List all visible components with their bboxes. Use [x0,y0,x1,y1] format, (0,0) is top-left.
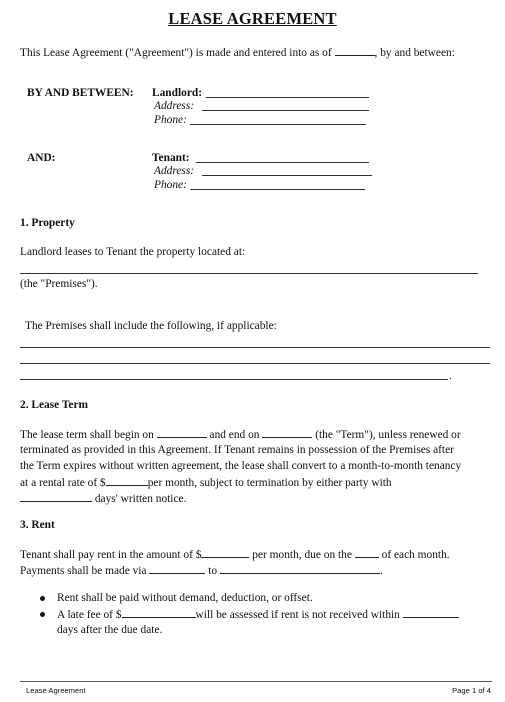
tenant-address-blank[interactable] [202,175,372,176]
rent-amount-text: Tenant shall pay rent in the amount of $ [20,549,202,561]
landlord-address-label: Address: [154,100,195,112]
lease-term-end-text: and end on [209,429,260,441]
notice-days-blank[interactable] [20,491,92,502]
section-2-heading: 2. Lease Term [20,399,89,411]
payment-recipient-blank[interactable] [220,563,380,574]
lease-term-line-2: terminated as provided in this Agreement. If Tenant remains in possession of the Premises after [20,444,454,456]
lease-term-line-5 [20,491,186,506]
rent-amount-blank[interactable] [201,547,249,558]
tenant-address-label: Address: [154,165,195,177]
landlord-phone-blank[interactable] [190,124,366,125]
rent-due-text: per month, due on the [252,549,352,561]
tenant-label: Tenant: [152,152,190,164]
payment-method-text: Payments shall be made via [20,565,147,577]
document-title: LEASE AGREEMENT [168,9,337,28]
lease-term-renew-text: (the "Term"), unless renewed or [315,429,461,441]
landlord-label: Landlord: [152,87,203,99]
late-fee-amount-blank[interactable] [122,607,196,618]
premises-include-blank-2[interactable] [20,363,490,364]
intro-line [20,45,455,60]
rent-bullet-2 [57,607,459,622]
premises-include-period: . [449,370,452,382]
rent-month-text: of each month. [381,549,450,561]
intro-text-end: , by and between: [374,47,455,59]
holdover-rent-blank[interactable] [106,475,148,486]
by-and-between-label: BY AND BETWEEN: [27,87,134,99]
footer-document-name: Lease Agreement [26,686,86,695]
lease-term-begin-text: The lease term shall begin on [20,429,154,441]
payment-method-blank[interactable] [149,563,205,574]
late-fee-condition-text: will be assessed if rent is not received within [195,609,400,621]
property-location-text: Landlord leases to Tenant the property located at: [20,246,246,258]
rent-bullet-1: Rent shall be paid without demand, deduction, or offset. [57,592,313,604]
rent-bullet-2-continued: days after the due date. [57,624,163,636]
lease-start-date-blank[interactable] [157,427,207,438]
intro-text: This Lease Agreement ("Agreement") is made and entered into as of [20,47,332,59]
premises-include-text: The Premises shall include the following, if applicable: [25,320,277,332]
payment-to-text: to [208,565,218,577]
lease-end-date-blank[interactable] [262,427,312,438]
footer-divider [20,681,492,682]
agreement-date-blank[interactable] [335,45,375,56]
landlord-phone-label: Phone: [154,114,187,126]
late-fee-days-blank[interactable] [403,607,459,618]
lease-term-line-4 [20,475,392,490]
bullet-icon [40,612,45,617]
footer-page-number: Page 1 of 4 [452,686,491,695]
rent-line-2 [20,563,383,578]
premises-include-blank-3[interactable] [20,379,448,380]
notice-text: days' written notice. [94,493,187,505]
late-fee-text: A late fee of $ [57,609,122,621]
lease-term-line-3: the Term expires without written agreement, the lease shall convert to a month-to-month tenancy [20,460,462,472]
bullet-icon [40,596,45,601]
rent-due-day-blank[interactable] [355,547,379,558]
tenant-phone-blank[interactable] [190,189,365,190]
and-label: AND: [27,152,56,164]
landlord-address-blank[interactable] [202,110,369,111]
rental-rate-text: at a rental rate of $ [20,477,106,489]
rent-line-1 [20,547,450,562]
lease-term-line-1 [20,427,461,442]
property-address-blank[interactable] [20,273,478,274]
section-3-heading: 3. Rent [20,519,55,531]
landlord-name-blank[interactable] [206,97,369,98]
premises-include-blank-1[interactable] [20,347,490,348]
payment-period: . [380,565,383,577]
premises-note: (the "Premises"). [20,278,98,290]
section-1-heading: 1. Property [20,217,75,229]
tenant-phone-label: Phone: [154,179,187,191]
termination-text: per month, subject to termination by either party with [147,477,392,489]
tenant-name-blank[interactable] [196,162,369,163]
